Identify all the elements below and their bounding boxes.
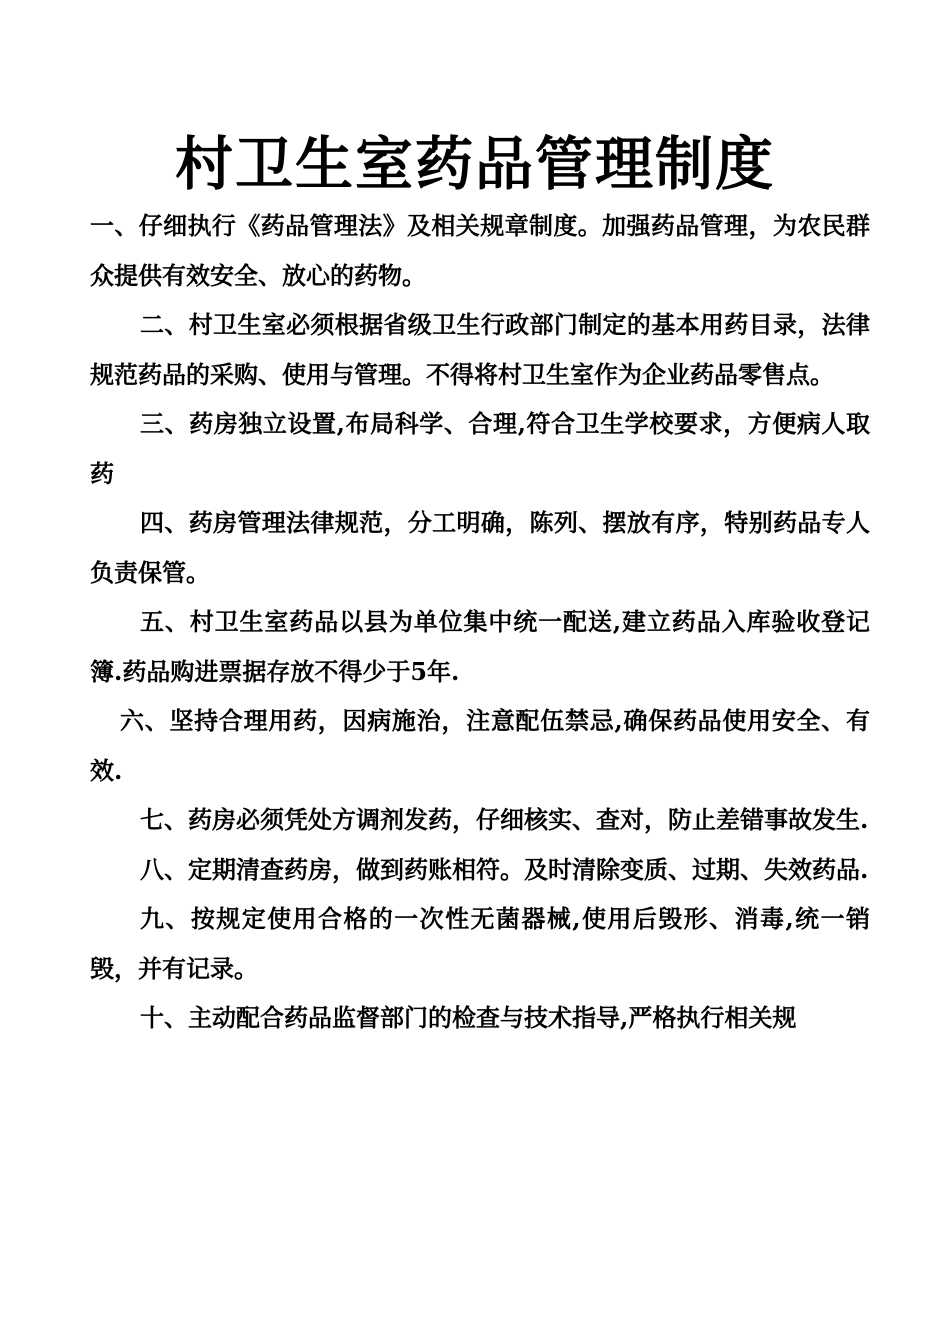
paragraph-5: 五、村卫生室药品以县为单位集中统一配送,建立药品入库验收登记簿.药品购进票据存放不得少于5年. bbox=[90, 607, 870, 686]
paragraph-7: 七、药房必须凭处方调剂发药，仔细核实、查对，防止差错事故发生. bbox=[140, 805, 869, 834]
paragraph-8: 八、定期清查药房，做到药账相符。及时清除变质、过期、失效药品. bbox=[140, 854, 869, 884]
paragraph-2: 二、村卫生室必须根据省级卫生行政部门制定的基本用药目录，法律规范药品的采购、使用与管理。不得将村卫生室作为企业药品零售点。 bbox=[90, 310, 870, 389]
paragraph-3: 三、药房独立设置,布局科学、合理,符合卫生学校要求，方便病人取药 bbox=[90, 409, 870, 488]
paragraph-9: 九、按规定使用合格的一次性无菌器械,使用后毁形、消毒,统一销毁，并有记录。 bbox=[90, 904, 870, 983]
paragraph-6: 六、坚持合理用药，因病施治，注意配伍禁忌,确保药品使用安全、有效. bbox=[90, 706, 870, 785]
document-body bbox=[90, 201, 870, 1043]
document-title: 村卫生室药品管理制度 bbox=[174, 130, 775, 198]
paragraph-10: 十、主动配合药品监督部门的检查与技术指导,严格执行相关规 bbox=[140, 1003, 797, 1032]
paragraph-1: 一、仔细执行《药品管理法》及相关规章制度。加强药品管理，为农民群众提供有效安全、放心的药物。 bbox=[90, 211, 870, 290]
paragraph-4: 四、药房管理法律规范，分工明确，陈列、摆放有序，特别药品专人负责保管。 bbox=[90, 508, 870, 587]
